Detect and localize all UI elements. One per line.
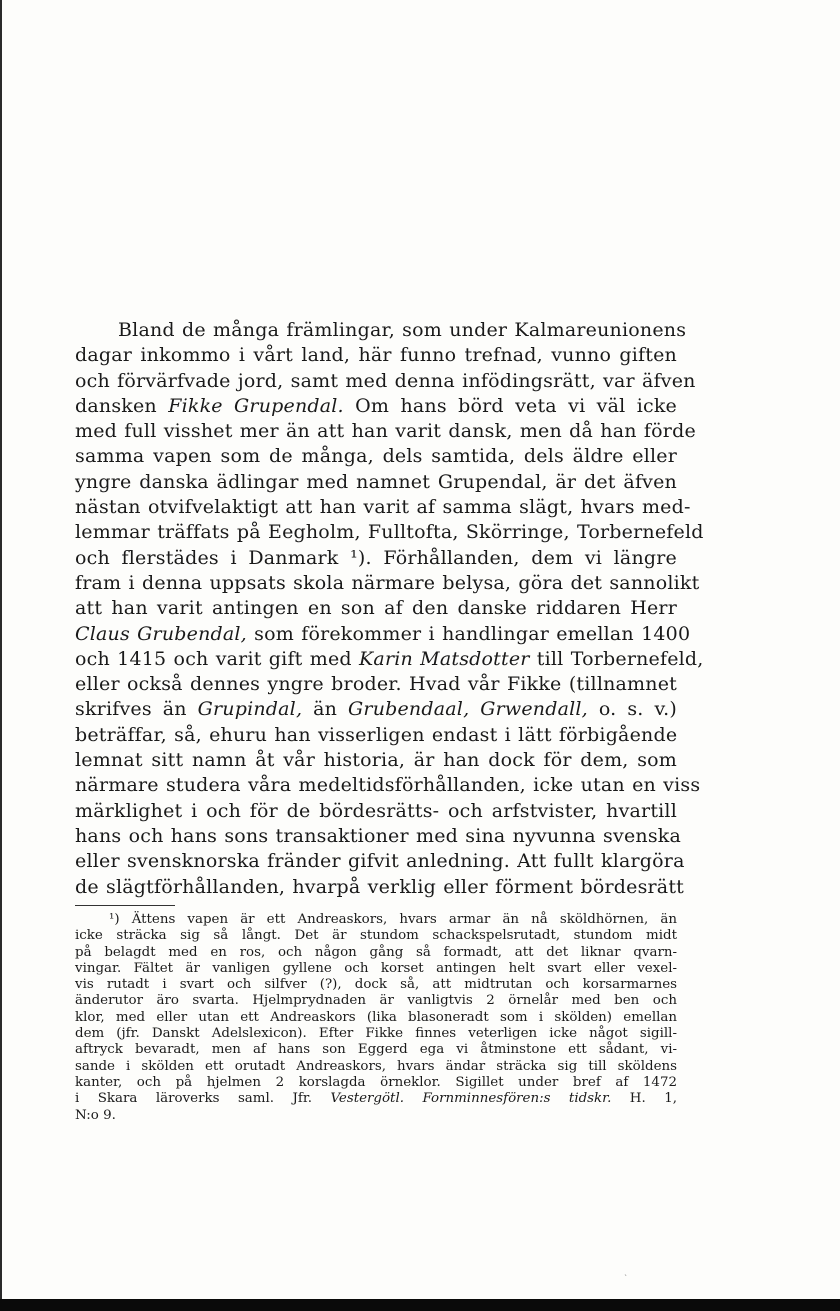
footnote-line [75, 1075, 677, 1091]
text-run: N:o 9. [75, 1107, 116, 1123]
text-run: de slägtförhållanden, hvarpå verklig eller förment bördesrätt [75, 875, 685, 898]
body-line [75, 697, 677, 722]
footnote [75, 912, 677, 1124]
text-run: vis rutadt i svart och silfver (?), dock så, att midtrutan och korsarmarnes [75, 977, 677, 993]
footnote-line [75, 912, 677, 928]
text-run: som förekommer i handlingar emellan 1400 [246, 622, 691, 645]
footnote-line [75, 945, 677, 961]
text-run: dagar inkommo i vårt land, här funno trefnad, vunno giften [75, 344, 677, 367]
footnote-line [75, 977, 677, 993]
body-line [75, 444, 677, 469]
footnote-separator [75, 905, 175, 906]
footnote-line [75, 1059, 677, 1075]
body-line [75, 369, 696, 394]
body-line [75, 394, 677, 419]
body-line [75, 647, 704, 672]
text-run: lemnat sitt namn åt vår historia, är han dock för dem, som [75, 749, 677, 772]
footnote-line [75, 1026, 677, 1042]
footnote-line [75, 1042, 677, 1058]
footnote-line [75, 993, 677, 1009]
italic-name: Fikke Grupendal. [168, 394, 344, 417]
scan-speck: ` [624, 1274, 628, 1283]
text-run: eller svensknorska fränder gifvit anledning. Att fullt klargöra [75, 850, 685, 873]
body-line [75, 596, 677, 621]
text-run: kanter, och på hjelmen 2 korslagda örneklor. Sigillet under bref af 1472 [75, 1074, 677, 1090]
body-line [75, 546, 677, 571]
body-line [75, 318, 687, 343]
text-run: klor, med eller utan ett Andreaskors (lika blasoneradt som i skölden) emellan [75, 1009, 677, 1025]
body-line [75, 824, 682, 849]
text-run: beträffar, så, ehuru han visserligen endast i lätt förbigående [75, 723, 678, 746]
text-run: och 1415 och varit gift med [75, 647, 360, 670]
footnote-line [75, 961, 677, 977]
text-run: icke sträcka sig så långt. Det är stundom schackspelsrutadt, stundom midt [75, 928, 677, 944]
footnote-line [75, 1091, 677, 1107]
text-run: H. 1, [611, 1091, 677, 1107]
body-line [75, 748, 677, 773]
text-run: med full visshet mer än att han varit dansk, men då han förde [75, 420, 696, 443]
italic-name: Vestergötl. Fornminnesfören:s tidskr. [330, 1091, 612, 1107]
text-run: till Torbernefeld, [529, 647, 704, 670]
body-line [75, 672, 677, 697]
text-run: Om hans börd veta vi väl icke [343, 394, 677, 417]
text-run: samma vapen som de många, dels samtida, dels äldre eller [75, 445, 677, 468]
text-run: nästan otvifvelaktigt att han varit af samma slägt, hvars med- [75, 496, 691, 519]
text-run: fram i denna uppsats skola närmare belysa, göra det sannolikt [75, 571, 700, 594]
body-line [75, 495, 691, 520]
text-run: skrifves än [75, 698, 198, 721]
body-line [75, 419, 696, 444]
body-line [75, 875, 685, 900]
body-line [75, 470, 677, 495]
italic-name: Grubendaal, Grwendall, [348, 698, 588, 721]
text-run: sande i skölden ett orutadt Andreaskors, hvars ändar sträcka sig till sköldens [75, 1058, 677, 1074]
body-line [75, 849, 685, 874]
text-run: närmare studera våra medeltidsförhållanden, icke utan en viss [75, 774, 701, 797]
scan-left-edge [0, 0, 2, 1311]
italic-name: Claus Grubendal, [75, 622, 247, 645]
italic-name: Karin Matsdotter [359, 647, 530, 670]
text-run: eller också dennes yngre broder. Hvad vår Fikke (tillnamnet [75, 673, 677, 696]
text-run: aftryck bevaradt, men af hans son Eggerd ega vi åtminstone ett sådant, vi- [75, 1042, 677, 1058]
body-text [75, 318, 704, 900]
footnote-line [75, 1010, 677, 1026]
text-run: än [302, 698, 349, 721]
text-run: yngre danska ädlingar med namnet Grupendal, är det äfven [75, 470, 677, 493]
body-line [75, 571, 700, 596]
text-run: att han varit antingen en son af den danske riddaren Herr [75, 597, 677, 620]
body-line [75, 799, 677, 824]
text-run: o. s. v.) [587, 698, 677, 721]
text-run: lemmar träffats på Eegholm, Fulltofta, Skörringe, Torbernefeld [75, 521, 704, 544]
text-run: Bland de många främlingar, som under Kalmareunionens [118, 319, 687, 341]
body-line [75, 520, 704, 545]
footnote-line [75, 1108, 677, 1124]
italic-name: Grupindal, [197, 698, 303, 721]
footnote-line [75, 928, 677, 944]
text-run: hans och hans sons transaktioner med sina nyvunna svenska [75, 824, 682, 847]
text-run: och förvärfvade jord, samt med denna infödingsrätt, var äfven [75, 369, 696, 392]
text-run: änderutor äro svarta. Hjelmprydnaden är vanligtvis 2 örnelår med ben och [75, 993, 677, 1009]
body-line [75, 723, 677, 748]
text-run: vingar. Fältet är vanligen gyllene och korset antingen helt svart eller vexel- [75, 960, 677, 976]
text-run: och flerstädes i Danmark ¹). Förhållanden, dem vi längre [75, 546, 677, 569]
text-run: i Skara läroverks saml. Jfr. [75, 1091, 331, 1107]
scan-bottom-edge [0, 1299, 840, 1311]
body-line [75, 622, 691, 647]
text-run: ¹) Ättens vapen är ett Andreaskors, hvars armar än nå sköldhörnen, än [109, 912, 677, 927]
text-run: märklighet i och för de bördesrätts- och arfstvister, hvartill [75, 799, 677, 822]
body-line [75, 343, 677, 368]
text-run: på belagdt med en ros, och någon gång så formadt, att det liknar qvarn- [75, 944, 677, 960]
body-line [75, 773, 701, 798]
text-run: dem (jfr. Danskt Adelslexicon). Efter Fikke finnes veterligen icke något sigill- [75, 1026, 677, 1042]
text-run: dansken [75, 394, 169, 417]
